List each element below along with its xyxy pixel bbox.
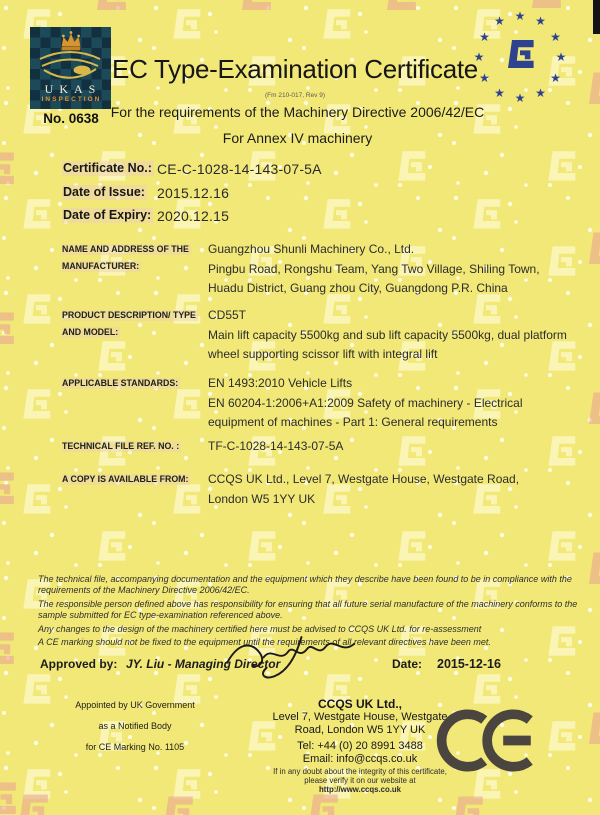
section-label: TECHNICAL FILE REF. NO. : [62,441,180,451]
field-date-of-expiry [62,208,229,224]
field-value: 2015.12.16 [157,185,230,201]
field-label: Date of Expiry: [63,208,152,222]
eu-star-icon: ★ [550,70,561,85]
signature [222,633,362,679]
scan-edge-artifact [593,0,600,34]
eu-star-icon: ★ [479,29,490,44]
issuer-phone: Tel: +44 (0) 20 8991 3488 [297,740,423,752]
notified-line: Appointed by UK Government [75,700,195,710]
legal-line: Any changes to the design of the machinery certified here must be advised to CCQS UK Ltd. for re-assessment [38,624,482,634]
issuer-address: Road, London W5 1YY UK [294,724,426,736]
eu-star-icon: ★ [479,70,490,85]
field-label: Date of Issue: [63,185,145,199]
eu-star-icon: ★ [473,50,485,64]
ukas-inspection-label: INSPECTION [41,96,102,103]
section-value: CCQS UK Ltd., Level 7, Westgate House, Westgate Road, London W5 1YY UK [208,472,520,506]
field-value: CE-C-1028-14-143-07-5A [157,161,322,177]
ce-mark-logo [436,706,540,775]
field-certificate-no [62,161,322,177]
annex-subtitle: For Annex IV machinery [222,130,373,146]
issuer-email: Email: info@ccqs.co.uk [302,753,418,765]
section-label: A COPY IS AVAILABLE FROM: [62,474,189,484]
field-value: 2020.12.15 [157,208,230,224]
date-label: Date: [392,657,423,671]
verify-note: If in any doubt about the integrity of this certificate, please verify it on our website at [273,767,447,785]
legal-line: The responsible person defined above has responsibility for ensuring that all future serial manufacture of the machinery conforms to the sample submitted for EC type-examination referenced above. [38,599,578,620]
section-value: Guangzhou Shunli Machinery Co., Ltd. Pingbu Road, Rongshu Team, Yang Two Village, Shiling Town, Huadu District, Guang zhou City, Guangdong P.R. China [208,242,540,295]
form-reference: (Fm 210-017, Rev 9) [265,92,325,99]
notified-body-number: No. 0638 [43,111,99,126]
section-value: TF-C-1028-14-143-07-5A [208,439,344,453]
date-value: 2015-12-16 [437,657,501,671]
section-value: EN 1493:2010 Vehicle Lifts EN 60204-1:2006+A1:2009 Safety of machinery - Electrical equipment of machines - Part 1: General requirements [208,376,523,429]
directive-subtitle: For the requirements of the Machinery Directive 2006/42/EC [110,104,485,120]
eu-star-icon: ★ [494,85,505,100]
legal-line: The technical file, accompanying documentation and the equipment which they describe have been found to be in compliance with the requirements of the Machinery Directive 2006/42/EC. [38,574,572,595]
section-label: APPLICABLE STANDARDS: [62,378,179,388]
field-date-of-issue [62,185,229,201]
issuer-name: CCQS UK Ltd., [318,697,402,711]
notified-body-statement [35,700,235,763]
approved-by-label: Approved by: [40,657,118,671]
eu-stars-emblem [468,5,572,109]
legal-line: A CE marking should not be fixed to the equipment until the requirements of all relevant directives have been met. [38,636,491,647]
section-label: PRODUCT DESCRIPTION/ TYPE AND MODEL: [62,310,196,337]
eu-star-icon: ★ [514,9,526,23]
field-label: Certificate No.: [63,161,152,175]
eu-star-icon: ★ [535,14,546,29]
eu-star-icon: ★ [514,91,526,105]
issuer-address: Level 7, Westgate House, Westgate [272,711,448,723]
issuer-website: http://www.ccqs.co.uk [318,785,402,794]
eu-star-icon: ★ [555,50,567,64]
notified-line: for CE Marking No. 1105 [85,742,185,752]
ukas-wordmark: UKAS [44,82,102,96]
section-label: NAME AND ADDRESS OF THE MANUFACTURER: [62,244,189,271]
notified-line: as a Notified Body [98,721,172,731]
eu-star-icon: ★ [494,14,505,29]
ccqs-logo-icon [500,36,540,76]
certificate-title: EC Type-Examination Certificate [112,54,478,84]
eu-star-icon: ★ [535,85,546,100]
eu-star-icon: ★ [550,29,561,44]
signatory-name: JY. Liu - Managing Director [126,657,281,671]
section-value: CD55T Main lift capacity 5500kg and sub lift capacity 5500kg, dual platform wheel supporting scissor lift with integral lift [208,308,567,361]
